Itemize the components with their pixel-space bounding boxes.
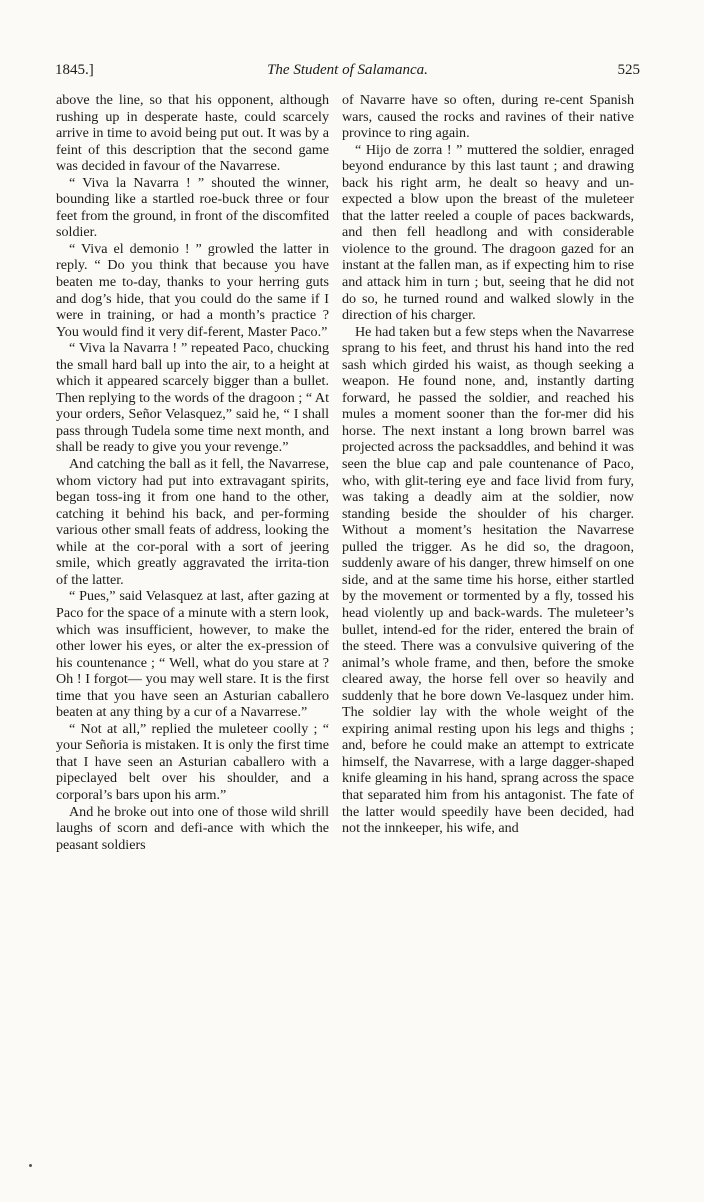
paragraph: “ Viva la Navarra ! ” shouted the winner, bounding like a startled roe-buck three or four feet from the ground, in front of the discomfited soldier. xyxy=(56,174,329,241)
paragraph: “ Not at all,” replied the muleteer coolly ; “ your Señoria is mistaken. It is only the first time that I have seen an Asturian caballero with a pipeclayed belt over his shoulder, and a corporal’s bars upon his arm.” xyxy=(56,720,329,803)
header-title: The Student of Salamanca. xyxy=(267,62,428,78)
paragraph: of Navarre have so often, during re-cent Spanish wars, caused the rocks and ravines of their native province to ring again. xyxy=(342,92,634,142)
paragraph: “ Viva la Navarra ! ” repeated Paco, chucking the small hard ball up into the air, to a height at which it appeared scarcely bigger than a bullet. Then replying to the words of the dragoon ; “ At your orders, Señor Velasquez,” said he, “ I shall pass through Tudela some time next month, and shall be ready to give you your revenge.” xyxy=(56,340,329,456)
paragraph: And he broke out into one of those wild shrill laughs of scorn and defi-ance with which the peasant soldiers xyxy=(56,803,329,853)
paragraph: “ Viva el demonio ! ” growled the latter in reply. “ Do you think that because you have beaten me to-day, thanks to your herring guts and dog’s hide, that you could do the same if I were in training, or had a month’s practice ? You would find it very dif-ferent, Master Paco.” xyxy=(56,240,329,340)
paragraph: He had taken but a few steps when the Navarrese sprang to his feet, and thrust his hand into the red sash which girded his waist, as though seeking a weapon. He found none, and, instantly darting forward, he passed the soldier, and reached his mules a moment sooner than the for-mer did his horse. The next instant a long brown barrel was projected across the packsaddles, and behind it was seen the blue cap and pale countenance of Paco, who, with glit-tering eye and face livid from fury, was taking a deadly aim at the soldier, now standing beside the shoulder of his charger. Without a moment’s hesitation the Navarrese pulled the trigger. As he did so, the dragoon, suddenly aware of his danger, threw himself on one side, and at the same time his horse, either startled by the movement or tormented by a fly, tossed his head violently up and back-wards. The muleteer’s bullet, intend-ed for the rider, entered the brain of the steed. There was a convulsive quivering of the animal’s whole frame, and then, before the smoke cleared away, the horse fell over so heavily and suddenly that he bore down Ve-lasquez under him. The soldier lay with the whole weight of the expiring animal resting upon his legs and thighs ; and, before he could make an attempt to extricate himself, the Navarrese, with a large dagger-shaped knife gleaming in his hand, sprang across the space that separated him from his antagonist. The fate of the latter would speedily have been decided, had not the innkeeper, his wife, and xyxy=(342,323,634,837)
left-column xyxy=(56,92,329,853)
page-number: 525 xyxy=(617,62,640,78)
right-column xyxy=(342,92,634,837)
running-header xyxy=(55,62,640,84)
header-year: 1845.] xyxy=(55,62,94,78)
ink-speck xyxy=(29,1164,32,1167)
paragraph: above the line, so that his opponent, although rushing up in desperate haste, could scarcely arrive in time to avoid being put out. It was by a feint of this description that the second game was decided in favour of the Navarrese. xyxy=(56,92,329,175)
paragraph: “ Pues,” said Velasquez at last, after gazing at Paco for the space of a minute with a stern look, which was insufficient, however, to make the other lower his eyes, or alter the ex-pression of his countenance ; “ Well, what do you stare at ? Oh ! I forgot— you may well stare. It is the first time that you have seen an Asturian caballero beaten at any thing by a cur of a Navarrese.” xyxy=(56,588,329,721)
paragraph: “ Hijo de zorra ! ” muttered the soldier, enraged beyond endurance by this last taunt ; and drawing back his right arm, he dealt so heavy and un-expected a blow upon the breast of the muleteer that the latter reeled a couple of paces backwards, and then fell headlong and with considerable violence to the ground. The dragoon gazed for an instant at the fallen man, as if expecting him to rise and attack him in turn ; but, seeing that he did not do so, he turned round and walked slowly in the direction of his charger. xyxy=(342,141,634,324)
paragraph: And catching the ball as it fell, the Navarrese, whom victory had put into extravagant spirits, began toss-ing it from one hand to the other, catching it behind his back, and per-forming various other small feats of address, looking the while at the cor-poral with a sort of jeering smile, which greatly aggravated the irrita-tion of the latter. xyxy=(56,456,329,588)
